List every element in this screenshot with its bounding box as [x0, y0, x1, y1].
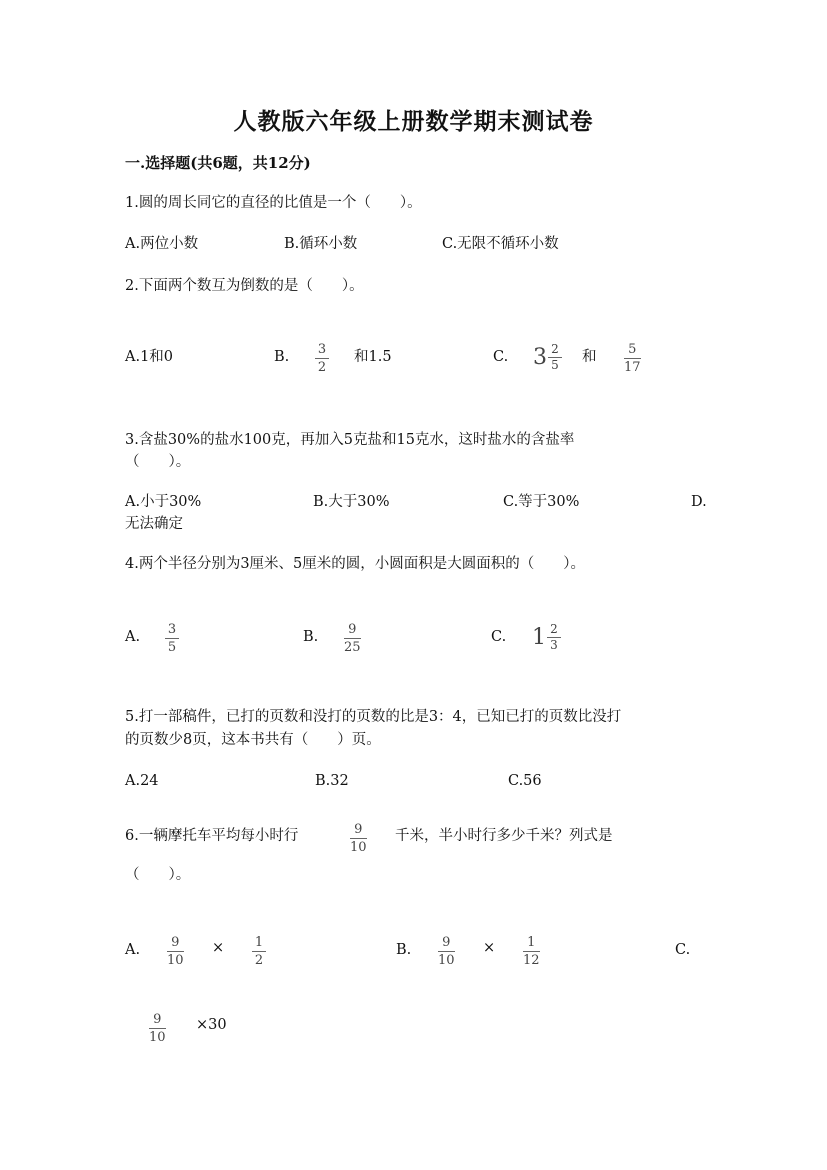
denominator: 25	[344, 640, 361, 655]
denominator: 5	[551, 358, 559, 372]
numerator: 9	[354, 822, 363, 837]
numerator: 2	[551, 342, 559, 356]
numerator: 3	[167, 622, 177, 637]
question-6-option-c-fraction	[149, 1012, 166, 1045]
question-6-stem-fraction	[350, 822, 367, 855]
numerator: 9	[153, 1012, 162, 1027]
question-6-option-b-fraction-2	[523, 935, 540, 968]
question-4-option-c-label[interactable]: C.	[491, 629, 507, 645]
denominator: 2	[254, 953, 264, 968]
question-5-stem-line2: 的页数少8页，这本书共有（ ）页。	[125, 732, 381, 748]
denominator: 10	[350, 840, 367, 855]
denominator: 5	[167, 640, 177, 655]
whole-part: 3	[533, 345, 547, 370]
question-6-stem-line2: （ ）。	[125, 867, 191, 883]
question-2-option-b-fraction	[315, 342, 329, 375]
question-2-option-c-label[interactable]: C.	[493, 349, 509, 365]
denominator: 10	[438, 953, 455, 968]
question-6-option-c-tail: ×30	[196, 1017, 227, 1033]
question-4-option-a-fraction	[165, 622, 179, 655]
question-4-option-c-mixed-number	[532, 623, 561, 652]
question-1-option-a[interactable]: A.两位小数	[125, 236, 199, 252]
denominator: 10	[167, 953, 184, 968]
question-5-stem-line1: 5.打一部稿件，已打的页数和没打的页数的比是3：4，已知已打的页数比没打	[125, 709, 622, 725]
question-3-option-d-label[interactable]: D.	[691, 494, 707, 510]
question-6-option-a-fraction-2	[252, 935, 266, 968]
question-3-option-a[interactable]: A.小于30%	[125, 494, 202, 510]
denominator: 17	[624, 360, 641, 375]
question-2-stem: 2.下面两个数互为倒数的是（ ）。	[125, 278, 364, 294]
question-1-stem: 1.圆的周长同它的直径的比值是一个（ ）。	[125, 195, 422, 211]
denominator: 3	[550, 638, 558, 652]
question-6-option-b-label[interactable]: B.	[396, 942, 412, 958]
numerator: 3	[317, 342, 327, 357]
question-4-option-b-label[interactable]: B.	[303, 629, 319, 645]
question-4-stem: 4.两个半径分别为3厘米、5厘米的圆，小圆面积是大圆面积的（ ）。	[125, 556, 586, 572]
question-5-option-a[interactable]: A.24	[125, 773, 159, 789]
denominator: 10	[149, 1030, 166, 1045]
question-1-option-b[interactable]: B.循环小数	[284, 236, 358, 252]
question-5-option-b[interactable]: B.32	[315, 773, 349, 789]
question-2-option-c-and: 和	[582, 349, 597, 365]
question-3-stem-line1: 3.含盐30%的盐水100克，再加入5克盐和15克水，这时盐水的含盐率	[125, 432, 575, 448]
question-3-option-c[interactable]: C.等于30%	[503, 494, 580, 510]
question-6-option-b-times: ×	[483, 940, 496, 956]
whole-part: 1	[532, 625, 546, 650]
denominator: 12	[523, 953, 540, 968]
question-4-option-a-label[interactable]: A.	[125, 629, 141, 645]
question-6-option-a-label[interactable]: A.	[125, 942, 141, 958]
numerator: 5	[628, 342, 637, 357]
question-6-option-a-fraction-1	[167, 935, 184, 968]
denominator: 2	[317, 360, 327, 375]
question-6-option-b-fraction-1	[438, 935, 455, 968]
section-heading: 一.选择题(共6题，共12分)	[125, 154, 311, 172]
question-6-stem-pre: 6.一辆摩托车平均每小时行	[125, 828, 299, 844]
numerator: 1	[254, 935, 264, 950]
question-3-stem-line2: （ ）。	[125, 454, 191, 470]
question-2-option-c-mixed-number	[533, 343, 562, 372]
numerator: 1	[527, 935, 536, 950]
numerator: 9	[348, 622, 357, 637]
question-2-option-c-fraction	[624, 342, 641, 375]
question-4-option-b-fraction	[344, 622, 361, 655]
question-5-option-c[interactable]: C.56	[508, 773, 542, 789]
numerator: 2	[550, 622, 558, 636]
numerator: 9	[171, 935, 180, 950]
question-1-option-c[interactable]: C.无限不循环小数	[442, 236, 559, 252]
question-6-option-c-label[interactable]: C.	[675, 942, 691, 958]
question-6-stem-post: 千米，半小时行多少千米？列式是	[395, 828, 613, 844]
question-6-option-a-times: ×	[212, 940, 225, 956]
page-title: 人教版六年级上册数学期末测试卷	[233, 108, 594, 135]
question-2-option-b-label[interactable]: B.	[274, 349, 290, 365]
question-2-option-b-tail: 和1.5	[354, 349, 392, 365]
question-2-option-a[interactable]: A.1和0	[125, 349, 174, 365]
numerator: 9	[442, 935, 451, 950]
question-3-option-b[interactable]: B.大于30%	[313, 494, 390, 510]
question-3-option-d-text[interactable]: 无法确定	[125, 516, 183, 532]
